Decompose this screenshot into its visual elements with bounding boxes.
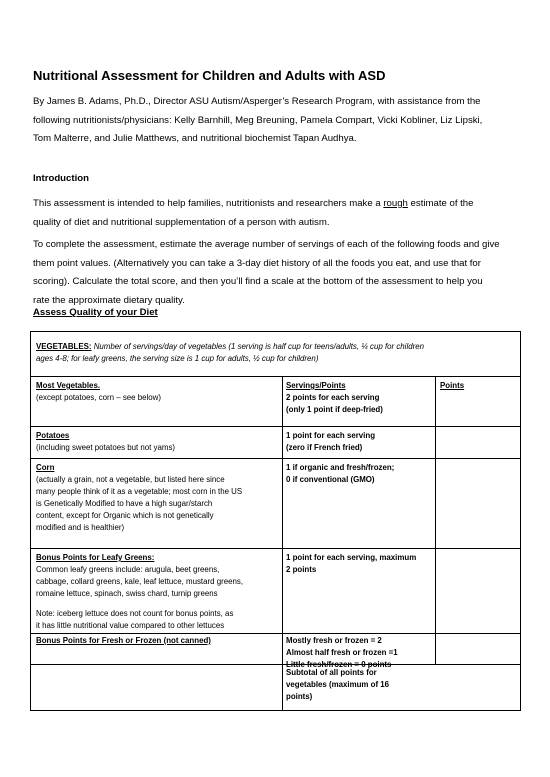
table-rule xyxy=(31,664,520,665)
servings-text: 2 points xyxy=(286,565,317,574)
row-name: Potatoes xyxy=(36,431,70,440)
table-rule xyxy=(31,458,520,459)
table-divider xyxy=(282,376,283,711)
row-desc: modified and is healthier) xyxy=(36,523,125,532)
authors-paragraph xyxy=(33,93,517,149)
table-rule xyxy=(31,426,520,427)
intro-p2-line: them point values. (Alternatively you can take a 3-day diet history of all the foods you eat, and use that for xyxy=(33,257,481,269)
row-fresh-frozen xyxy=(36,635,211,647)
servings-text: 2 points for each serving xyxy=(286,393,380,402)
servings-cell xyxy=(286,462,394,486)
table-rule xyxy=(31,376,520,377)
table-divider xyxy=(435,376,436,664)
document-title: Nutritional Assessment for Children and Adults with ASD xyxy=(33,68,386,83)
servings-text: Little fresh/frozen = 0 points xyxy=(286,660,392,669)
row-name: Corn xyxy=(36,463,55,472)
intro-p2-line: rate the approximate dietary quality. xyxy=(33,294,185,306)
row-desc: is Genetically Modified to have a high sugar/starch xyxy=(36,499,213,508)
subtotal-text: vegetables (maximum of 16 xyxy=(286,680,390,689)
servings-cell xyxy=(286,380,383,416)
row-name: Bonus Points for Leafy Greens: xyxy=(36,553,155,562)
assess-quality-heading: Assess Quality of your Diet xyxy=(33,307,158,318)
row-desc: romaine lettuce, spinach, swiss chard, turnip greens xyxy=(36,589,218,598)
intro-p2-line: scoring). Calculate the total score, and then you’ll find a scale at the bottom of the assessment to help you xyxy=(33,276,483,287)
header-text: ages 4-8; for leafy greens, the serving size is 1 cup for adults, ½ cup for children) xyxy=(36,354,319,363)
intro-p1-text: This assessment is intended to help families, nutritionists and researchers make a xyxy=(33,198,384,209)
intro-p1-line-2: quality of diet and nutritional supplementation of a person with autism. xyxy=(33,216,330,228)
servings-text: (only 1 point if deep-fried) xyxy=(286,405,383,414)
servings-text: Almost half fresh or frozen =1 xyxy=(286,648,398,657)
row-desc: Note: iceberg lettuce does not count for bonus points, as xyxy=(36,609,234,618)
row-corn xyxy=(36,462,242,534)
servings-text: 0 if conventional (GMO) xyxy=(286,475,375,484)
header-text: Number of servings/day of vegetables (1 serving is half cup for teens/adults, ¼ cup for children xyxy=(91,342,424,351)
subtotal-text: Subtotal of all points for xyxy=(286,668,377,677)
authors-line: By James B. Adams, Ph.D., Director ASU Autism/Asperger’s Research Program, with assistance from the xyxy=(33,96,481,107)
introduction-heading: Introduction xyxy=(33,173,89,184)
row-name: Most Vegetables. xyxy=(36,381,101,390)
servings-cell xyxy=(286,430,375,454)
row-potatoes xyxy=(36,430,175,454)
subtotal-cell xyxy=(286,667,389,703)
authors-line: following nutritionists/physicians: Kelly Barnhill, Meg Breuning, Pamela Compart, Vicki Kobliner, Liz Lipski, xyxy=(33,114,483,126)
row-desc: Common leafy greens include: arugula, beet greens, xyxy=(36,565,220,574)
row-name: Bonus Points for Fresh or Frozen (not canned) xyxy=(36,636,211,645)
row-leafy-greens xyxy=(36,552,243,632)
servings-cell xyxy=(286,635,398,671)
table-rule xyxy=(31,548,520,549)
row-desc: (except potatoes, corn – see below) xyxy=(36,393,162,402)
servings-text: (zero if French fried) xyxy=(286,443,363,452)
subtotal-text: points) xyxy=(286,692,313,701)
intro-p1-text: estimate of the xyxy=(407,198,474,209)
row-desc: cabbage, collard greens, kale, leaf lettuce, mustard greens, xyxy=(36,577,244,586)
row-desc: (including sweet potatoes but not yams) xyxy=(36,443,176,452)
intro-paragraph-1 xyxy=(33,195,517,232)
servings-text: Mostly fresh or frozen = 2 xyxy=(286,636,382,645)
vegetables-label: VEGETABLES: xyxy=(36,342,92,351)
table-header xyxy=(36,341,424,365)
servings-text: 1 if organic and fresh/frozen; xyxy=(286,463,395,472)
servings-column-header: Servings/Points xyxy=(286,381,346,390)
authors-line: Tom Malterre, and Julie Matthews, and nutritional biochemist Tapan Audhya. xyxy=(33,133,357,144)
table-rule xyxy=(31,633,520,634)
row-desc: it has little nutritional value compared to other lettuces xyxy=(36,621,225,630)
row-desc-gap xyxy=(36,600,243,608)
servings-text: 1 point for each serving xyxy=(286,431,376,440)
points-column-header: Points xyxy=(440,381,465,390)
intro-p1-line-1 xyxy=(33,195,517,214)
row-desc: (actually a grain, not a vegetable, but listed here since xyxy=(36,475,225,484)
row-most-vegetables xyxy=(36,380,161,404)
rough-underlined-word: rough xyxy=(383,198,408,209)
servings-text: 1 point for each serving, maximum xyxy=(286,553,417,562)
intro-paragraph-2 xyxy=(33,236,517,310)
servings-cell xyxy=(286,552,416,576)
row-desc: content, except for Organic which is not genetically xyxy=(36,511,214,520)
intro-p2-line: To complete the assessment, estimate the average number of servings of each of the following foods and give xyxy=(33,239,500,250)
row-desc: many people think of it as a vegetable; most corn in the US xyxy=(36,487,243,496)
vegetables-table xyxy=(30,331,521,711)
